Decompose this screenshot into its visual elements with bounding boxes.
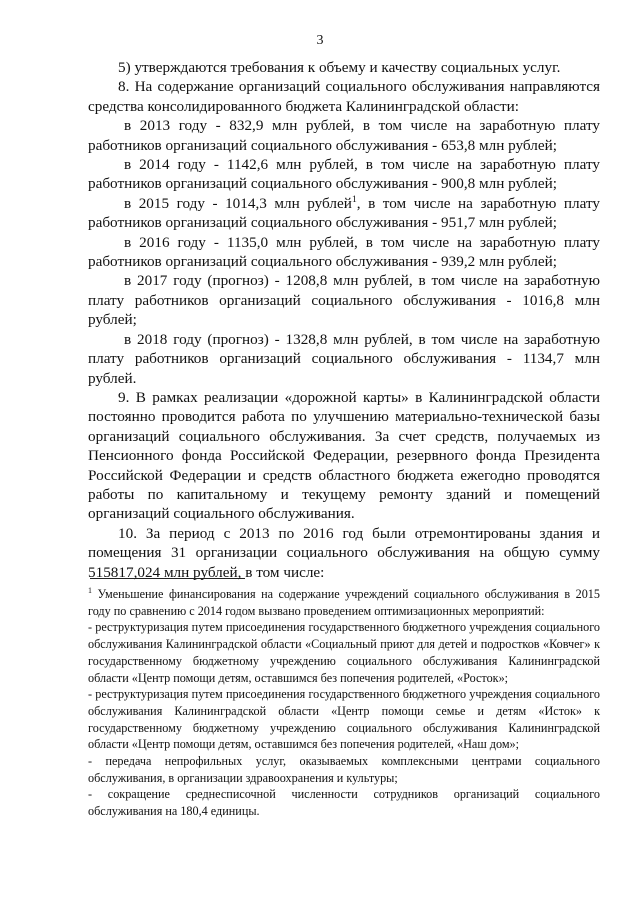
funding-2018: в 2018 году (прогноз) - 1328,8 млн рублей, в том числе на заработную плату работников организаций социального обслуживания - 1134,7 млн рублей.: [88, 330, 600, 387]
funding-2016: в 2016 году - 1135,0 млн рублей, в том числе на заработную плату работников организаций социального обслуживания - 939,2 млн рублей;: [88, 233, 600, 271]
paragraph-8: 8. На содержание организаций социального обслуживания направляются средства консолидированного бюджета Калининградской области:: [88, 78, 600, 115]
main-text: [88, 58, 600, 582]
footnote: [88, 586, 600, 820]
funding-2017: в 2017 году (прогноз) - 1208,8 млн рублей, в том числе на заработную плату работников организаций социального обслуживания - 1016,8 млн рублей;: [88, 272, 600, 329]
footnote-item-3: - передача непрофильных услуг, оказываемых комплексными центрами социального обслуживания, в организации здравоохранения и культуры;: [88, 754, 600, 785]
footnote-item-1: - реструктуризация путем присоединения государственного бюджетного учреждения социального обслуживания Калининградской области «Социальный приют для детей и подростков «Ковчег» к государственному бюджетному учреждению социального обслуживания Калининградской области «Центр помощи детям, оставшимся без попечения родителей, «Росток»;: [88, 620, 600, 685]
footnote-mark: 1: [88, 585, 92, 595]
funding-2015-text-rest: , в том числе на заработную плату работников организаций социального обслуживания - 951,7 млн рублей;: [88, 194, 600, 232]
page-number: 3: [316, 33, 324, 48]
paragraph-requirements: 5) утверждаются требования к объему и качеству социальных услуг.: [118, 59, 561, 76]
funding-2013: в 2013 году - 832,9 млн рублей, в том числе на заработную плату работников организаций социального обслуживания - 653,8 млн рублей;: [88, 117, 600, 154]
footnote-item-4: - сокращение среднесписочной численности сотрудников организаций социального обслуживания на 180,4 единицы.: [88, 787, 600, 819]
funding-2015-text: в 2015 году - 1014,3 млн рублей: [124, 194, 352, 212]
funding-2015: [88, 194, 600, 233]
paragraph-9: 9. В рамках реализации «дорожной карты» в Калининградской области постоянно проводится работа по улучшению материально-технической базы организаций социального обслуживания. За счет средств, получаемых из Пенсионного фонда Российской Федерации, резервного фонда Президента Российской Федерации и средств областного бюджета ежегодно проводятся работы по капитальному и текущему ремонту зданий и помещений организаций социального обслуживания.: [88, 388, 600, 523]
footnote-intro: [88, 586, 600, 619]
footnote-reference[interactable]: 1: [351, 193, 357, 205]
paragraph-10: 10. За период с 2013 по 2016 год были отремонтированы здания и помещения 31 организации социального обслуживания на общую сумму 515817,024 млн рублей, в том числе:: [88, 524, 600, 581]
footnote-divider: [90, 578, 245, 579]
funding-2014: в 2014 году - 1142,6 млн рублей, в том числе на заработную плату работников организаций социального обслуживания - 900,8 млн рублей;: [88, 156, 600, 193]
footnote-intro-text: Уменьшение финансирования на содержание учреждений социального обслуживания в 2015 году по сравнению с 2014 годом вызвано проведением оптимизационных мероприятий:: [88, 587, 600, 618]
footnote-item-2: - реструктуризация путем присоединения государственного бюджетного учреждения социального обслуживания Калининградской области «Центр помощи семье и детям «Исток» к государственному бюджетному учреждению социального обслуживания Калининградской области «Центр помощи детям, оставшимся без попечения родителей, «Наш дом»;: [88, 687, 600, 752]
